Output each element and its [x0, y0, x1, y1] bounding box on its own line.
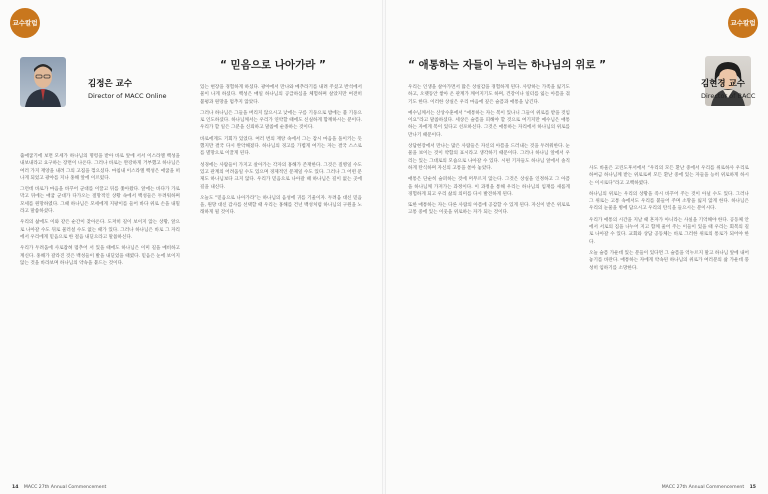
- author-name: 김현경 교수: [701, 79, 746, 89]
- paragraph: 우리가 두려움에 사로잡혀 멈추어 서 있을 때에도 하나님은 이미 길을 예비하고 계신다. 홍해가 갈라진 것은 백성들이 발을 내딛었을 때였다. 믿음은 눈에 보이지 않는 것을 바라보며 하나님의 약속을 붙드는 것이다.: [20, 246, 180, 266]
- paragraph: 또한 애통하는 자는 다른 사람의 아픔에 공감할 수 있게 된다. 자신이 받은 위로로 고통 중에 있는 이웃을 위로하는 자가 되는 것이다.: [408, 203, 570, 216]
- page-footer: [8, 485, 106, 490]
- paragraph: 사도 바울은 고린도후서에서 “우리의 모든 환난 중에서 우리를 위로하사 우리로 하여금 하나님께 받는 위로로써 모든 환난 중에 있는 자들을 능히 위로하게 하시는 이시로다”라고 고백하였다.: [589, 166, 749, 186]
- article-headline: “ 애통하는 자들이 누리는 하나님의 위로 ”: [408, 59, 607, 71]
- author-name: 김정은 교수: [88, 79, 133, 89]
- portrait-image: [20, 57, 66, 107]
- paragraph: 바로에게도 기회가 있었다. 여러 번의 재앙 속에서 그는 잠시 마음을 돌이키는 듯했지만 결국 다시 완악해졌다. 하나님의 경고를 가볍게 여기는 자는 결국 스스로를 멸망으로 이끌게 된다.: [200, 136, 362, 157]
- paragraph: 있는 현장을 경험하게 하셨다. 광야에서 만나와 메추라기를 내려 주셨고 반석에서 물이 나게 하셨다. 백성은 매일 하나님의 공급하심을 체험하며 살았지만 여전히 불평과 원망을 멈추지 않았다.: [200, 85, 362, 105]
- paragraph: 우리의 삶에도 이와 같은 순간이 찾아온다. 도저히 길이 보이지 않는 상황, 앞으로 나아갈 수도 뒤로 물러설 수도 없는 때가 있다. 그러나 하나님은 바로 그 자리에서 우리에게 믿음으로 한 걸음 내딛으라고 말씀하신다.: [20, 220, 180, 240]
- footer-label: MACC 27th Annual Commencement: [661, 485, 745, 490]
- paragraph: 하나님의 위로는 우리의 상황을 즉시 바꾸어 주는 것이 아닐 수도 있다. 그러나 그 위로는 고통 속에서도 우리를 붙들어 주며 소망을 잃지 않게 한다. 하나님은 우리의 눈물을 병에 담으시고 우리의 탄식을 들으시는 분이시다.: [589, 191, 749, 212]
- paragraph: 상담현장에서 만나는 많은 사람들은 자신의 아픔을 드러내는 것을 두려워한다. 눈물을 보이는 것이 약함의 표시라고 생각하기 때문이다. 그러나 하나님 앞에서 우리는 있는 그대로의 모습으로 나아갈 수 있다. 시편 기자들도 하나님 앞에서 솔직하게 탄식하며 자신의 고통을 쏟아 놓았다.: [408, 144, 570, 171]
- article-column-1: [408, 84, 570, 471]
- author-title: Director of MACC Online: [88, 92, 167, 100]
- page-number: 15: [749, 485, 756, 490]
- page-footer: [662, 485, 760, 490]
- author-title: Director of BACC: [701, 92, 756, 100]
- column-badge: 교수칼럼: [728, 8, 758, 38]
- author-info: [88, 77, 167, 100]
- page-number: 14: [12, 485, 19, 490]
- column-badge: 교수칼럼: [10, 8, 40, 38]
- right-page: [386, 0, 768, 494]
- paragraph: 오늘 슬픔 가운데 있는 분들이 있다면 그 슬픔을 억누르지 말고 하나님 앞에 내어놓기를 바란다. 애통하는 자에게 약속된 하나님의 위로가 여러분의 삶 가운데 풍성히 임하기를 소망한다.: [589, 250, 749, 271]
- article-headline: “ 믿음으로 나아가라 ”: [220, 59, 326, 71]
- article-column-2: [589, 165, 749, 471]
- paragraph: 그러나 하나님은 그들을 버리지 않으시고 낮에는 구름 기둥으로 밤에는 불 기둥으로 인도하셨다. 하나님께서는 우리가 연약할 때에도 신실하게 함께하시는 분이다. 우리가 할 일은 그분을 신뢰하고 말씀에 순종하는 것이다.: [200, 110, 362, 131]
- paragraph: 애통은 단순히 슬퍼하는 것에 머무르지 않는다. 그것은 상실을 인정하고 그 아픔을 하나님께 가져가는 과정이다. 이 과정을 통해 우리는 하나님의 임재를 새롭게 경험하게 되고 우리 삶의 의미를 다시 발견하게 된다.: [408, 177, 570, 197]
- author-info: [701, 77, 755, 100]
- paragraph: 우리가 애통의 시간을 지날 때 혼자가 아니라는 사실을 기억해야 한다. 공동체 안에서 서로의 짐을 나누어 지고 함께 울어 주는 이들이 있을 때 우리는 회복의 길로 나아갈 수 있다. 교회와 상담 공동체는 바로 그러한 위로의 통로가 되어야 한다.: [589, 217, 749, 245]
- paragraph: 우리는 인생을 살아가면서 많은 상실감을 경험하게 된다. 사랑하는 가족을 잃기도 하고, 오랫동안 쌓아 온 관계가 깨어지기도 하며, 건강이나 일터를 잃는 아픔을 겪기도 한다. 이러한 상실은 우리 마음에 깊은 슬픔과 애통을 남긴다.: [408, 85, 570, 105]
- article-column-2: [200, 84, 362, 471]
- paragraph: 성경에는 사람들이 가지고 살아가는 각자의 홍해가 존재한다. 그것은 질병일 수도 있고 관계의 어려움일 수도 있으며 경제적인 문제일 수도 있다. 그러나 그 어떤 문제도 하나님보다 크지 않다. 우리가 믿음으로 나아갈 때 하나님은 길이 없는 곳에 길을 내신다.: [200, 162, 362, 190]
- article-column-1: [20, 153, 180, 471]
- author-photo: [20, 57, 66, 107]
- paragraph: 예수님께서는 산상수훈에서 “애통하는 자는 복이 있나니 그들이 위로를 받을 것임이요”라고 말씀하셨다. 세상은 슬픔을 피해야 할 것으로 여기지만 예수님은 애통하는 자에게 복이 있다고 선포하신다. 그것은 애통하는 자리에서 하나님의 위로를 만나기 때문이다.: [408, 110, 570, 138]
- paragraph: 오늘도 “믿음으로 나아가라”는 하나님의 음성에 귀를 기울이자. 두려움 대신 믿음을, 원망 대신 감사를 선택할 때 우리는 홍해를 건넌 백성처럼 하나님의 구원을 노래하게 될 것이다.: [200, 195, 362, 216]
- paragraph: 그런데 바로가 마음을 바꾸어 군대를 이끌고 뒤를 쫓아왔다. 앞에는 바다가 가로막고 뒤에는 애굽 군대가 다가오는 절망적인 상황 속에서 백성들은 두려워하며 모세를 원망하였다. 그때 하나님은 모세에게 지팡이를 들어 바다 위로 손을 내밀라고 말씀하셨다.: [20, 187, 180, 215]
- footer-label: MACC 27th Annual Commencement: [23, 485, 107, 490]
- paragraph: 출애굽기에 보면 모세가 하나님의 명령을 받아 바로 앞에 서서 이스라엘 백성을 내보내라고 요구하는 장면이 나온다. 그러나 바로는 완강하게 거부했고 하나님은 여러 가지 재앙을 내려 그의 고집을 꺾으셨다. 마침내 이스라엘 백성은 애굽을 떠나게 되었고 광야를 지나 홍해 앞에 이르렀다.: [20, 154, 180, 181]
- left-page: [0, 0, 382, 494]
